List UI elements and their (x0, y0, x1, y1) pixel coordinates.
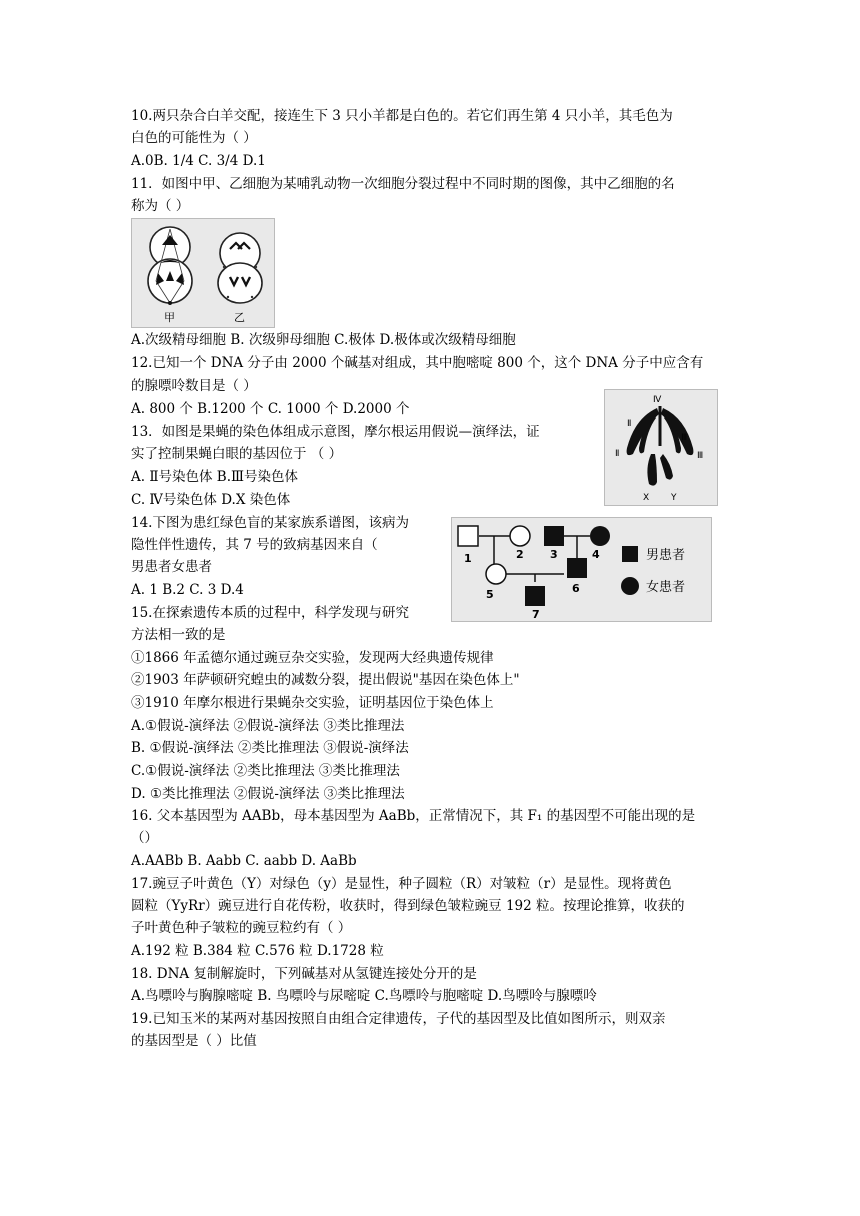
q12-line2: 的腺嘌呤数目是（ ） (131, 378, 257, 394)
pedigree-figure (451, 517, 712, 622)
q15-item1: ①1866 年孟德尔通过豌豆杂交实验，发现两大经典遗传规律 (131, 650, 494, 666)
q15-option-c: C.①假说-演绎法 ②类比推理法 ③类比推理法 (131, 763, 400, 779)
cell-division-drawing (132, 219, 274, 327)
q17-options: A.192 粒 B.384 粒 C.576 粒 D.1728 粒 (131, 943, 384, 959)
legend-female-label: 女患者 (646, 580, 686, 595)
chrom-label-ii-a: Ⅱ (627, 419, 632, 429)
pedigree-5 (486, 564, 506, 584)
cell-yi (218, 233, 262, 303)
chrom-label-iii-b: Ⅲ (697, 451, 704, 461)
chrom-label-y: Y (671, 493, 677, 503)
cell-label-yi: 乙 (234, 311, 245, 324)
q15-option-a: A.①假说-演绎法 ②假说-演绎法 ③类比推理法 (131, 718, 405, 734)
q15-item3: ③1910 年摩尔根进行果蝇杂交实验，证明基因位于染色体上 (131, 695, 494, 711)
pedigree-3 (544, 526, 564, 546)
q10-options: A.0B. 1/4 C. 3/4 D.1 (131, 153, 266, 169)
pedigree-4 (590, 526, 610, 546)
q14-line2: 隐性伴性遗传，其 7 号的致病基因来自（ (131, 537, 378, 553)
q12-line1: 12.已知一个 DNA 分子由 2000 个碱基对组成，其中胞嘧啶 800 个，这个 DNA 分子中应含有 (131, 355, 704, 371)
q11-line2: 称为（ ） (131, 198, 190, 214)
pedigree-label-6: 6 (572, 582, 580, 595)
q13-line2: 实了控制果蝇白眼的基因位于 （ ） (131, 446, 343, 462)
pedigree-label-3: 3 (550, 548, 558, 561)
q15-option-d: D. ①类比推理法 ②假说-演绎法 ③类比推理法 (131, 786, 405, 802)
q10-line2: 白色的可能性为（ ） (131, 130, 257, 146)
q11-options: A.次级精母细胞 B. 次级卵母细胞 C.极体 D.极体或次级精母细胞 (131, 332, 516, 348)
q16-line1: 16. 父本基因型为 AABb，母本基因型为 AaBb，正常情况下，其 F₁ 的基因型不可能出现的是 (131, 808, 696, 824)
q18-options: A.鸟嘌呤与胸腺嘧啶 B. 鸟嘌呤与尿嘧啶 C.鸟嘌呤与胞嘧啶 D.鸟嘌呤与腺嘌呤 (131, 988, 597, 1004)
q13-options1: A. Ⅱ号染色体 B.Ⅲ号染色体 (131, 469, 299, 485)
pedigree-label-4: 4 (592, 548, 600, 561)
q15-item2: ②1903 年萨顿研究蝗虫的减数分裂，提出假说"基因在染色体上" (131, 672, 520, 688)
cell-jia (148, 227, 192, 305)
q19-line2: 的基因型是（ ）比值 (131, 1033, 257, 1049)
cell-label-jia: 甲 (164, 311, 175, 324)
q17-line1: 17.豌豆子叶黄色（Y）对绿色（y）是显性，种子圆粒（R）对皱粒（r）是显性。现将黄色 (131, 876, 672, 892)
q15-line2: 方法相一致的是 (131, 627, 226, 643)
q14-line1: 14.下图为患红绿色盲的某家族系谱图，该病为 (131, 515, 409, 531)
q11-line1: 11．如图中甲、乙细胞为某哺乳动物一次细胞分裂过程中不同时期的图像，其中乙细胞的名 (131, 176, 675, 192)
pedigree-2 (510, 526, 530, 546)
pedigree-7 (525, 586, 545, 606)
chrom-label-iv: Ⅳ (653, 395, 662, 405)
pedigree-label-2: 2 (516, 548, 524, 561)
q15-option-b: B. ①假说-演绎法 ②类比推理法 ③假说-演绎法 (131, 740, 409, 756)
chromosome-drawing (605, 390, 717, 505)
q13-line1: 13．如图是果蝇的染色体组成示意图，摩尔根运用假说—演绎法，证 (131, 424, 540, 440)
q17-line2: 圆粒（YyRr）豌豆进行自花传粉，收获时，得到绿色皱粒豌豆 192 粒。按理论推算，收获的 (131, 898, 685, 914)
legend-male-icon (622, 546, 638, 562)
pedigree-label-7: 7 (532, 608, 540, 621)
q19-line1: 19.已知玉米的某两对基因按照自由组合定律遗传，子代的基因型及比值如图所示，则双亲 (131, 1011, 666, 1027)
pedigree-1 (458, 526, 478, 546)
q18-line1: 18. DNA 复制解旋时，下列碱基对从氢键连接处分开的是 (131, 966, 477, 982)
q14-line3: 男患者女患者 (131, 559, 212, 575)
pedigree-label-1: 1 (464, 552, 472, 565)
q16-line2: （） (131, 830, 158, 846)
q13-options2: C. Ⅳ号染色体 D.X 染色体 (131, 492, 291, 508)
cell-division-figure (131, 218, 275, 328)
fruitfly-chromosome-figure (604, 389, 718, 506)
q14-options: A. 1 B.2 C. 3 D.4 (131, 582, 244, 598)
q15-line1: 15.在探索遗传本质的过程中，科学发现与研究 (131, 605, 409, 621)
legend-female-icon (621, 577, 639, 595)
chrom-label-ii-b: Ⅱ (615, 449, 620, 459)
legend-male-label: 男患者 (646, 548, 686, 563)
q10-line1: 10.两只杂合白羊交配，接连生下 3 只小羊都是白色的。若它们再生第 4 只小羊，其毛色为 (131, 108, 673, 124)
pedigree-drawing (452, 518, 711, 621)
chrom-label-x: X (643, 493, 650, 503)
q16-options: A.AABb B. Aabb C. aabb D. AaBb (131, 853, 357, 869)
chrom-label-iii-a: Ⅲ (681, 433, 688, 443)
q17-line3: 子叶黄色种子皱粒的豌豆粒约有（ ） (131, 920, 352, 936)
pedigree-6 (567, 558, 587, 578)
q12-options: A. 800 个 B.1200 个 C. 1000 个 D.2000 个 (131, 401, 410, 417)
pedigree-label-5: 5 (486, 588, 494, 601)
